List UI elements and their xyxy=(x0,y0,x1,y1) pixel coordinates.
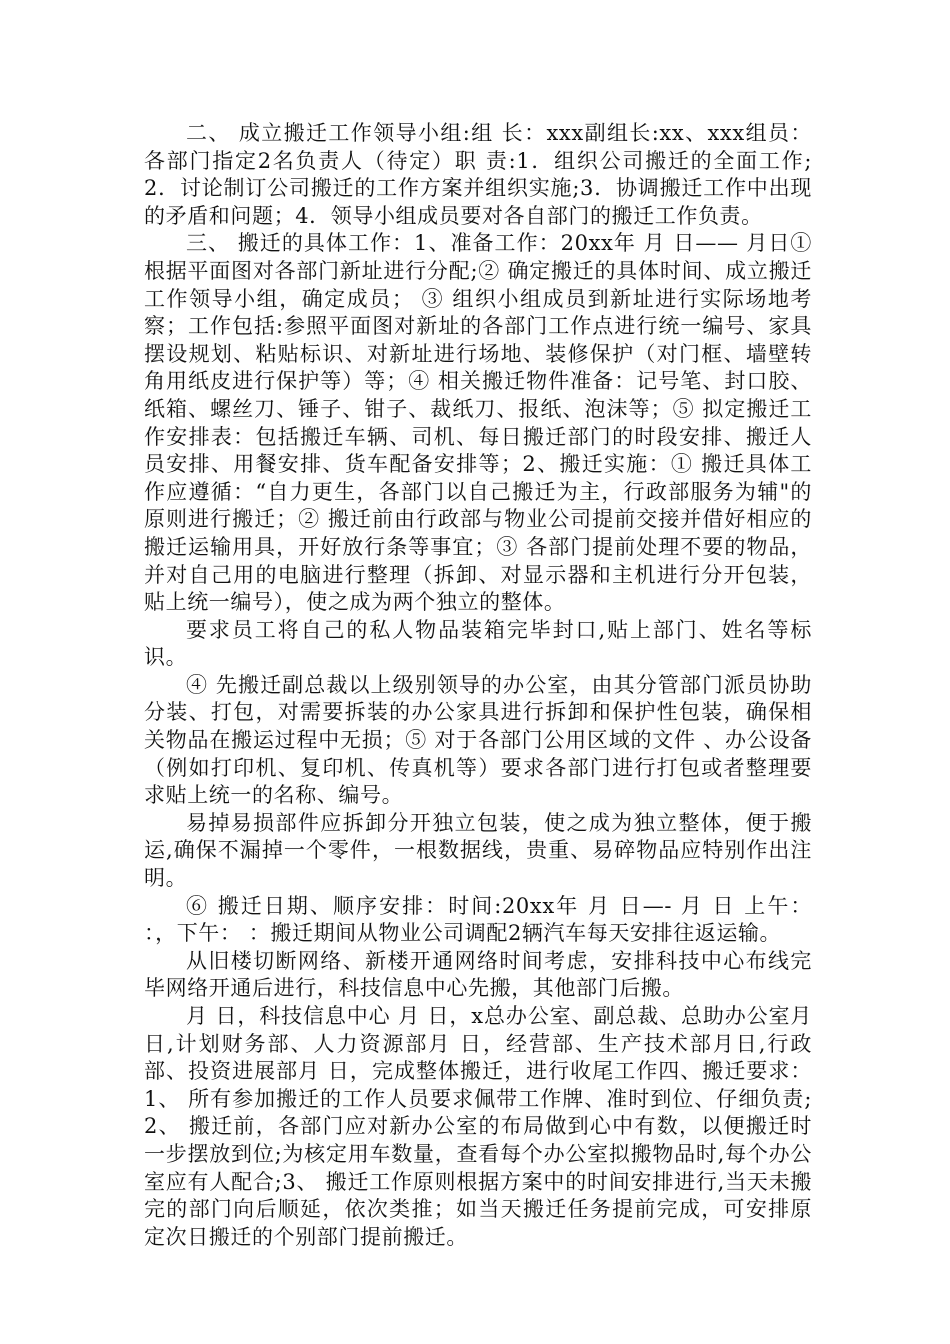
paragraph-order-and-requirements: 月 日，科技信息中心 月 日，x总办公室、副总裁、总助办公室月 日,计划财务部、人力资源部月 日，经营部、生产技术部月日,行政部、投资进展部月 日，完成整体搬迁，进行收尾工作四、搬迁要求：1、 所有参加搬迁的工作人员要求佩带工作牌、准时到位、仔细负责;2、 搬迁前，各部门应对新办公室的布局做到心中有数，以便搬迁时 一步摆放到位;为核定用车数量，查看每个办公室拟搬物品时,每个办公室应有人配合;3、 搬迁工作原则根据方案中的时间安排进行,当天未搬完的部门向后顺延，依次类推；如当天搬迁任务提前完成，可安排原定次日搬迁的个别部门提前搬迁。 xyxy=(144,1004,812,1249)
paragraph-network: 从旧楼切断网络、新楼开通网络时间考虑，安排科技中心布线完毕网络开通后进行，科技信息中心先搬，其他部门后搬。 xyxy=(144,948,812,1001)
paragraph-schedule: ⑥ 搬迁日期、顺序安排：时间:20xx年 月 日—- 月 日 上午： ：，下午： ：搬迁期间从物业公司调配2辆汽车每天安排往返运输。 xyxy=(144,893,812,946)
paragraph-leadership-group: 二、 成立搬迁工作领导小组:组 长：xxx副组长:xx、xxx组员：各部门指定2名负责人（待定）职 责:1．组织公司搬迁的全面工作;2．讨论制订公司搬迁的工作方案并组织实施;3．协调搬迁工作中出现的矛盾和问题；4．领导小组成员要对各自部门的搬迁工作负责。 xyxy=(144,121,812,228)
document-body xyxy=(144,120,812,1251)
paragraph-specific-work: 三、 搬迁的具体工作：1、准备工作：20xx年 月 日—— 月日① 根据平面图对各部门新址进行分配;② 确定搬迁的具体时间、成立搬迁工作领导小组，确定成员； ③ 组织小组成员到新址进行实际场地考察；工作包括:参照平面图对新址的各部门工作点进行统一编号、家具摆设规划、粘贴标识、对新址进行场地、装修保护（对门框、墙壁转角用纸皮进行保护等）等；④ 相关搬迁物件准备：记号笔、封口胶、纸箱、螺丝刀、锤子、钳子、裁纸刀、报纸、泡沫等；⑤ 拟定搬迁工作安排表：包括搬迁车辆、司机、每日搬迁部门的时段安排、搬迁人员安排、用餐安排、货车配备安排等；2、搬迁实施：① 搬迁具体工作应遵循：“自力更生，各部门以自己搬迁为主，行政部服务为辅"的原则进行搬迁；② 搬迁前由行政部与物业公司提前交接并借好相应的搬迁运输用具，开好放行条等事宜；③ 各部门提前处理不要的物品，并对自己用的电脑进行整理（拆卸、对显示器和主机进行分开包装，贴上统一编号），使之成为两个独立的整体。 xyxy=(144,231,812,615)
paragraph-personal-items: 要求员工将自己的私人物品装箱完毕封口,贴上部门、姓名等标识。 xyxy=(144,617,812,670)
paragraph-fragile-parts: 易掉易损部件应拆卸分开独立包装，使之成为独立整体，便于搬运,确保不漏掉一个零件，一根数据线，贵重、易碎物品应特别作出注明。 xyxy=(144,810,812,891)
paragraph-executive-offices: ④ 先搬迁副总裁以上级别领导的办公室，由其分管部门派员协助分装、打包，对需要拆装的办公家具进行拆卸和保护性包装，确保相关物品在搬运过程中无损；⑤ 对于各部门公用区域的文件 、办公设备（例如打印机、复印机、传真机等）要求各部门进行打包或者整理要求贴上统一的名称、编号。 xyxy=(144,672,812,808)
